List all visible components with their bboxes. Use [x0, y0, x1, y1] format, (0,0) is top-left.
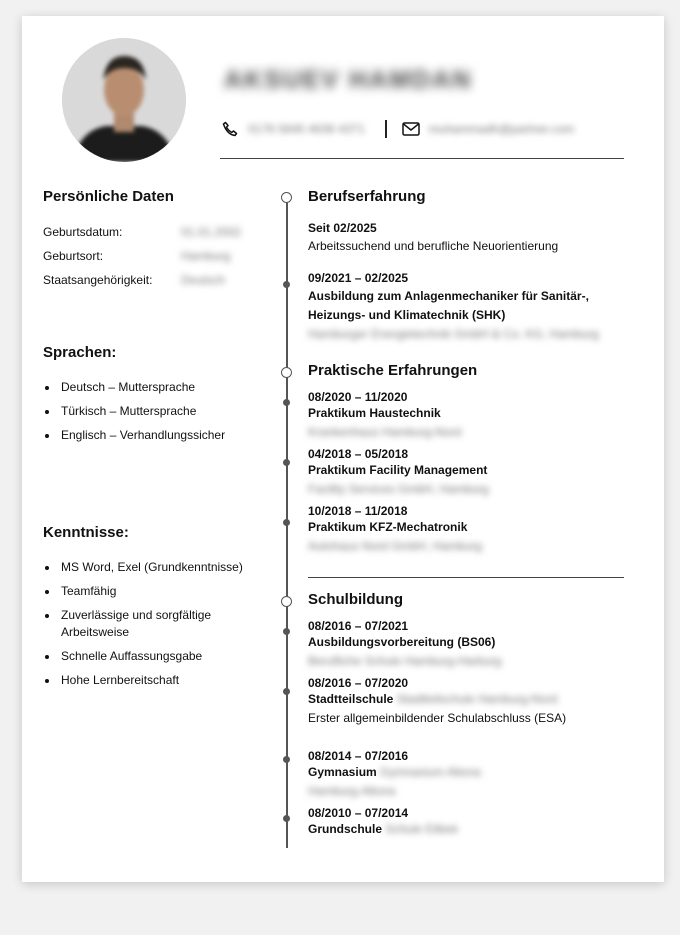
timeline-dot — [283, 399, 290, 406]
mail-icon — [401, 119, 421, 139]
entry-place: Autohaus Nord GmbH, Hamburg — [308, 539, 483, 553]
timeline-dot — [283, 688, 290, 695]
school-name: Schule Eilbek — [385, 822, 459, 836]
timeline-dot — [283, 281, 290, 288]
entry-role: Ausbildungsvorbereitung (BS06) — [308, 635, 496, 649]
school-title: Schulbildung — [308, 591, 403, 608]
timeline-dot — [283, 519, 290, 526]
phone-number: 0176 5645 4636 4371 — [248, 122, 365, 136]
resume-page — [22, 16, 664, 882]
candidate-name: AKSUEV HAMDAN — [224, 66, 473, 94]
personal-value: 01.01.2002 — [181, 225, 242, 239]
contact-row — [220, 118, 574, 140]
personal-row — [43, 273, 273, 297]
personal-label: Geburtsort: — [43, 249, 104, 263]
entry-place: Hamburger Energietechnik GmbH & Co. KG, Hamburg — [308, 327, 599, 341]
personal-title: Persönliche Daten — [43, 188, 174, 205]
languages-title: Sprachen: — [43, 344, 117, 361]
personal-row — [43, 249, 273, 273]
entry-role — [308, 763, 628, 782]
profile-photo — [62, 38, 186, 162]
timeline-dot — [283, 756, 290, 763]
personal-row — [43, 225, 273, 249]
entry-date: 08/2014 – 07/2016 — [308, 749, 409, 763]
personal-value: Hamburg — [181, 249, 231, 263]
entry-date: 10/2018 – 11/2018 — [308, 504, 408, 518]
entry-date: 08/2010 – 07/2014 — [308, 806, 409, 820]
personal-label: Staatsangehörigkeit: — [43, 273, 153, 287]
timeline-section-marker — [281, 192, 292, 203]
list-item: • Hohe Lernbereitschaft — [59, 672, 273, 689]
section-divider — [308, 577, 624, 578]
school-type: Gymnasium — [308, 765, 377, 779]
personal-value: Deutsch — [181, 273, 226, 287]
practical-title: Praktische Erfahrungen — [308, 362, 478, 379]
entry-date: 08/2016 – 07/2021 — [308, 619, 409, 633]
entry-role — [308, 820, 628, 839]
list-item: • Zuverlässige und sorgfältige Arbeitsweise — [59, 607, 273, 641]
list-item: • Englisch – Verhandlungssicher — [59, 427, 273, 444]
left-column — [43, 188, 273, 696]
school-name: Gymnasium Altona — [380, 765, 481, 779]
experience-title: Berufserfahrung — [308, 188, 426, 205]
languages-list — [43, 379, 273, 444]
school-name: Stadtteilschule Hamburg-Nord — [396, 692, 558, 706]
entry-place: Facility Services GmbH, Hamburg — [308, 482, 489, 496]
entry-date: 08/2016 – 07/2020 — [308, 676, 409, 690]
timeline-section-marker — [281, 596, 292, 607]
entry-date: 09/2021 – 02/2025 — [308, 271, 409, 285]
entry-date: 08/2020 – 11/2020 — [308, 390, 408, 404]
list-item: • Teamfähig — [59, 583, 273, 600]
personal-list — [43, 225, 273, 297]
school-type: Grundschule — [308, 822, 383, 836]
entry-place: Berufliche Schule Hamburg-Harburg — [308, 654, 502, 668]
list-item: • Deutsch – Muttersprache — [59, 379, 273, 396]
entry-place: Krankenhaus Hamburg-Nord — [308, 425, 462, 439]
list-item: • Türkisch – Muttersprache — [59, 403, 273, 420]
school-section — [308, 591, 628, 839]
header-divider — [220, 158, 624, 159]
contact-divider — [385, 120, 387, 138]
timeline-dot — [283, 815, 290, 822]
timeline-dot — [283, 459, 290, 466]
list-item: • MS Word, Exel (Grundkenntnisse) — [59, 559, 273, 576]
email-address: muhammadh@partner.com — [428, 122, 575, 136]
entry-date: 04/2018 – 05/2018 — [308, 447, 409, 461]
skills-list — [43, 559, 273, 689]
entry-role: Praktikum Facility Management — [308, 463, 488, 477]
entry-role: Ausbildung zum Anlagenmechaniker für Sanitär-, Heizungs- und Klimatechnik (SHK) — [308, 289, 589, 322]
entry-role — [308, 690, 628, 709]
personal-label: Geburtsdatum: — [43, 225, 123, 239]
experience-section — [308, 188, 628, 343]
skills-title: Kenntnisse: — [43, 524, 129, 541]
entry-place: Hamburg-Altona — [308, 784, 396, 798]
entry-date: Seit 02/2025 — [308, 221, 377, 235]
entry-role: Praktikum KFZ-Mechatronik — [308, 520, 468, 534]
timeline-dot — [283, 628, 290, 635]
entry-description: Arbeitssuchend und berufliche Neuorientierung — [308, 239, 559, 253]
entry-role: Praktikum Haustechnik — [308, 406, 441, 420]
entry-description: Erster allgemeinbildender Schulabschluss (ESA) — [308, 711, 567, 725]
list-item: • Schnelle Auffassungsgabe — [59, 648, 273, 665]
school-type: Stadtteilschule — [308, 692, 394, 706]
timeline-section-marker — [281, 367, 292, 378]
practical-section — [308, 362, 628, 555]
phone-icon — [220, 119, 240, 139]
